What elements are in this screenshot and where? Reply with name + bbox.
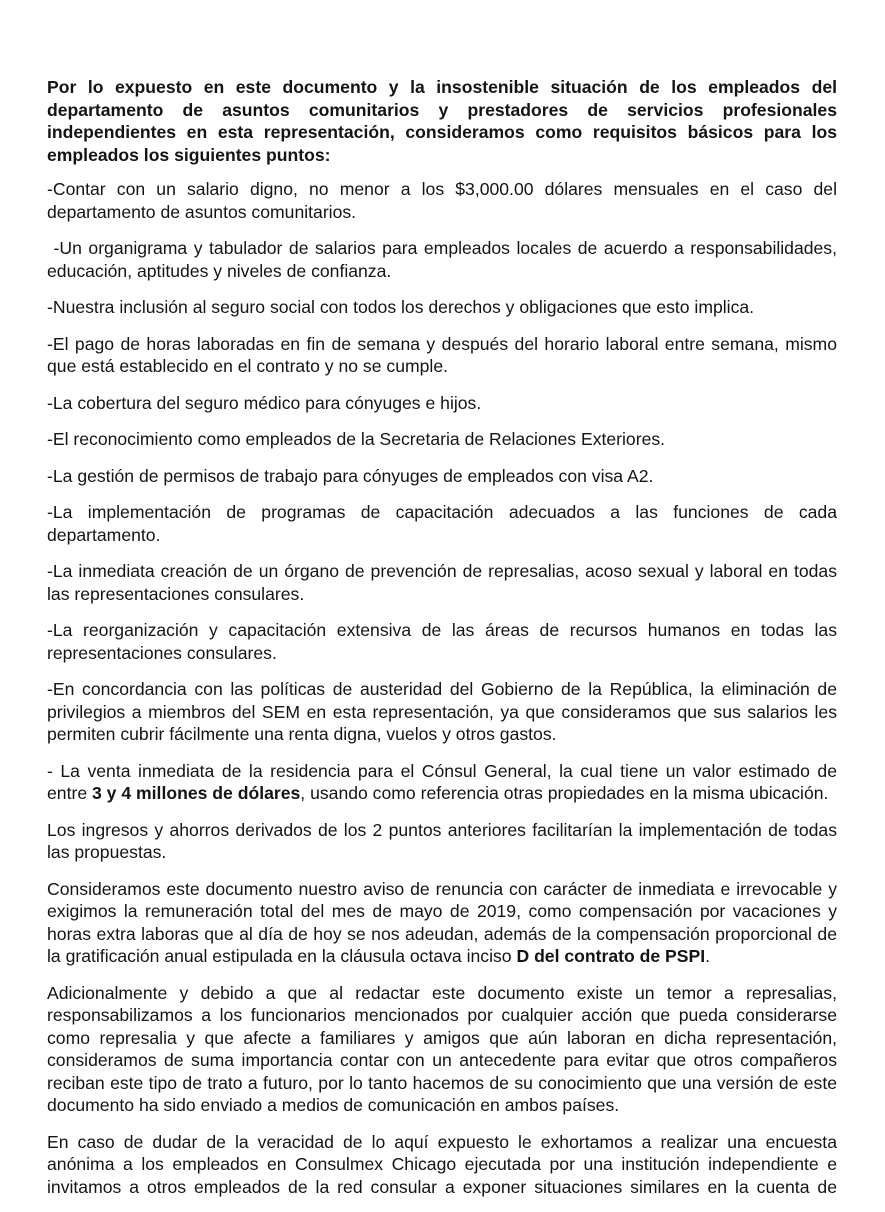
resignation-text-before: Consideramos este documento nuestro aviso de renuncia con carácter de inmediata e irrevocable y exigimos la remuneración total del mes de mayo de 2019, como compensación por vacaciones y horas extra laboras que al día de hoy se nos adeudan, además de la compensación proporcional de la gratificación anual estipulada en la cláusula octava inciso (47, 878, 837, 966)
income-paragraph: Los ingresos y ahorros derivados de los 2 puntos anteriores facilitarían la implementación de todas las propuestas. (47, 819, 837, 862)
point-training: -La implementación de programas de capacitación adecuados a las funciones de cada departamento. (47, 502, 837, 545)
point-org-chart: -Un organigrama y tabulador de salarios para empleados locales de acuerdo a responsabilidades, educación, aptitudes y niveles de confianza. (47, 238, 842, 281)
point-social-security: -Nuestra inclusión al seguro social con todos los derechos y obligaciones que esto implica. (47, 297, 755, 317)
intro-paragraph: Por lo expuesto en este documento y la insostenible situación de los empleados del departamento de asuntos comunitarios y prestadores de servicios profesionales independientes en esta representación, consideramos como requisitos básicos para los empleados los siguientes puntos: (47, 77, 837, 165)
point-salary: -Contar con un salario digno, no menor a los $3,000.00 dólares mensuales en el caso del departamento de asuntos comunitarios. (47, 179, 837, 222)
resignation-text-after: . (705, 946, 711, 966)
point-austerity: -En concordancia con las políticas de austeridad del Gobierno de la República, la eliminación de privilegios a miembros del SEM en esta representación, ya que consideramos que sus salarios les permiten cubrir fácilmente una renta digna, vuelos y otros gastos. (47, 679, 837, 744)
point-residence-sale (47, 760, 837, 805)
document-page (47, 76, 842, 1212)
additionally-paragraph: Adicionalmente y debido a que al redactar este documento existe un temor a represalias, responsabilizamos a los funcionarios mencionados por cualquier acción que pueda considerarse como represalia y que afecte a familiares y amigos que aún laboran en dicha representación, consideramos de suma importancia contar con un antecedente para evitar que otros compañeros reciban este tipo de trato a futuro, por lo tanto hacemos de su conocimiento que una versión de este documento ha sido enviado a medios de comunicación en ambos países. (47, 982, 837, 1115)
point-overtime-pay: -El pago de horas laboradas en fin de semana y después del horario laboral entre semana, mismo que está establecido en el contrato y no se cumple. (47, 333, 837, 376)
point-harassment-body: -La inmediata creación de un órgano de prevención de represalias, acoso sexual y laboral en todas las representaciones consulares. (47, 561, 837, 604)
point-hr-reorganization: -La reorganización y capacitación extensiva de las áreas de recursos humanos en todas las representaciones consulares. (47, 620, 837, 663)
point-work-permits: -La gestión de permisos de trabajo para cónyuges de empleados con visa A2. (47, 465, 654, 486)
residence-text-before: - La venta inmediata de la residencia para el Cónsul General, la cual tiene un valor estimado de entre (47, 760, 837, 803)
resignation-paragraph (47, 878, 837, 968)
contract-clause: D del contrato de PSPI (516, 946, 706, 966)
residence-value: 3 y 4 millones de dólares (92, 783, 301, 803)
point-recognition: -El reconocimiento como empleados de la Secretaria de Relaciones Exteriores. (47, 429, 666, 449)
residence-text-after: , usando como referencia otras propiedades en la misma ubicación. (300, 783, 829, 803)
point-medical-coverage: -La cobertura del seguro médico para cónyuges e hijos. (47, 392, 482, 413)
closing-paragraph: En caso de dudar de la veracidad de lo aquí expuesto le exhortamos a realizar una encuesta anónima a los empleados en Consulmex Chicago ejecutada por una institución independiente e invitamos a otros empleados de la red consular a exponer situaciones similares en la cuenta de (47, 1131, 837, 1197)
